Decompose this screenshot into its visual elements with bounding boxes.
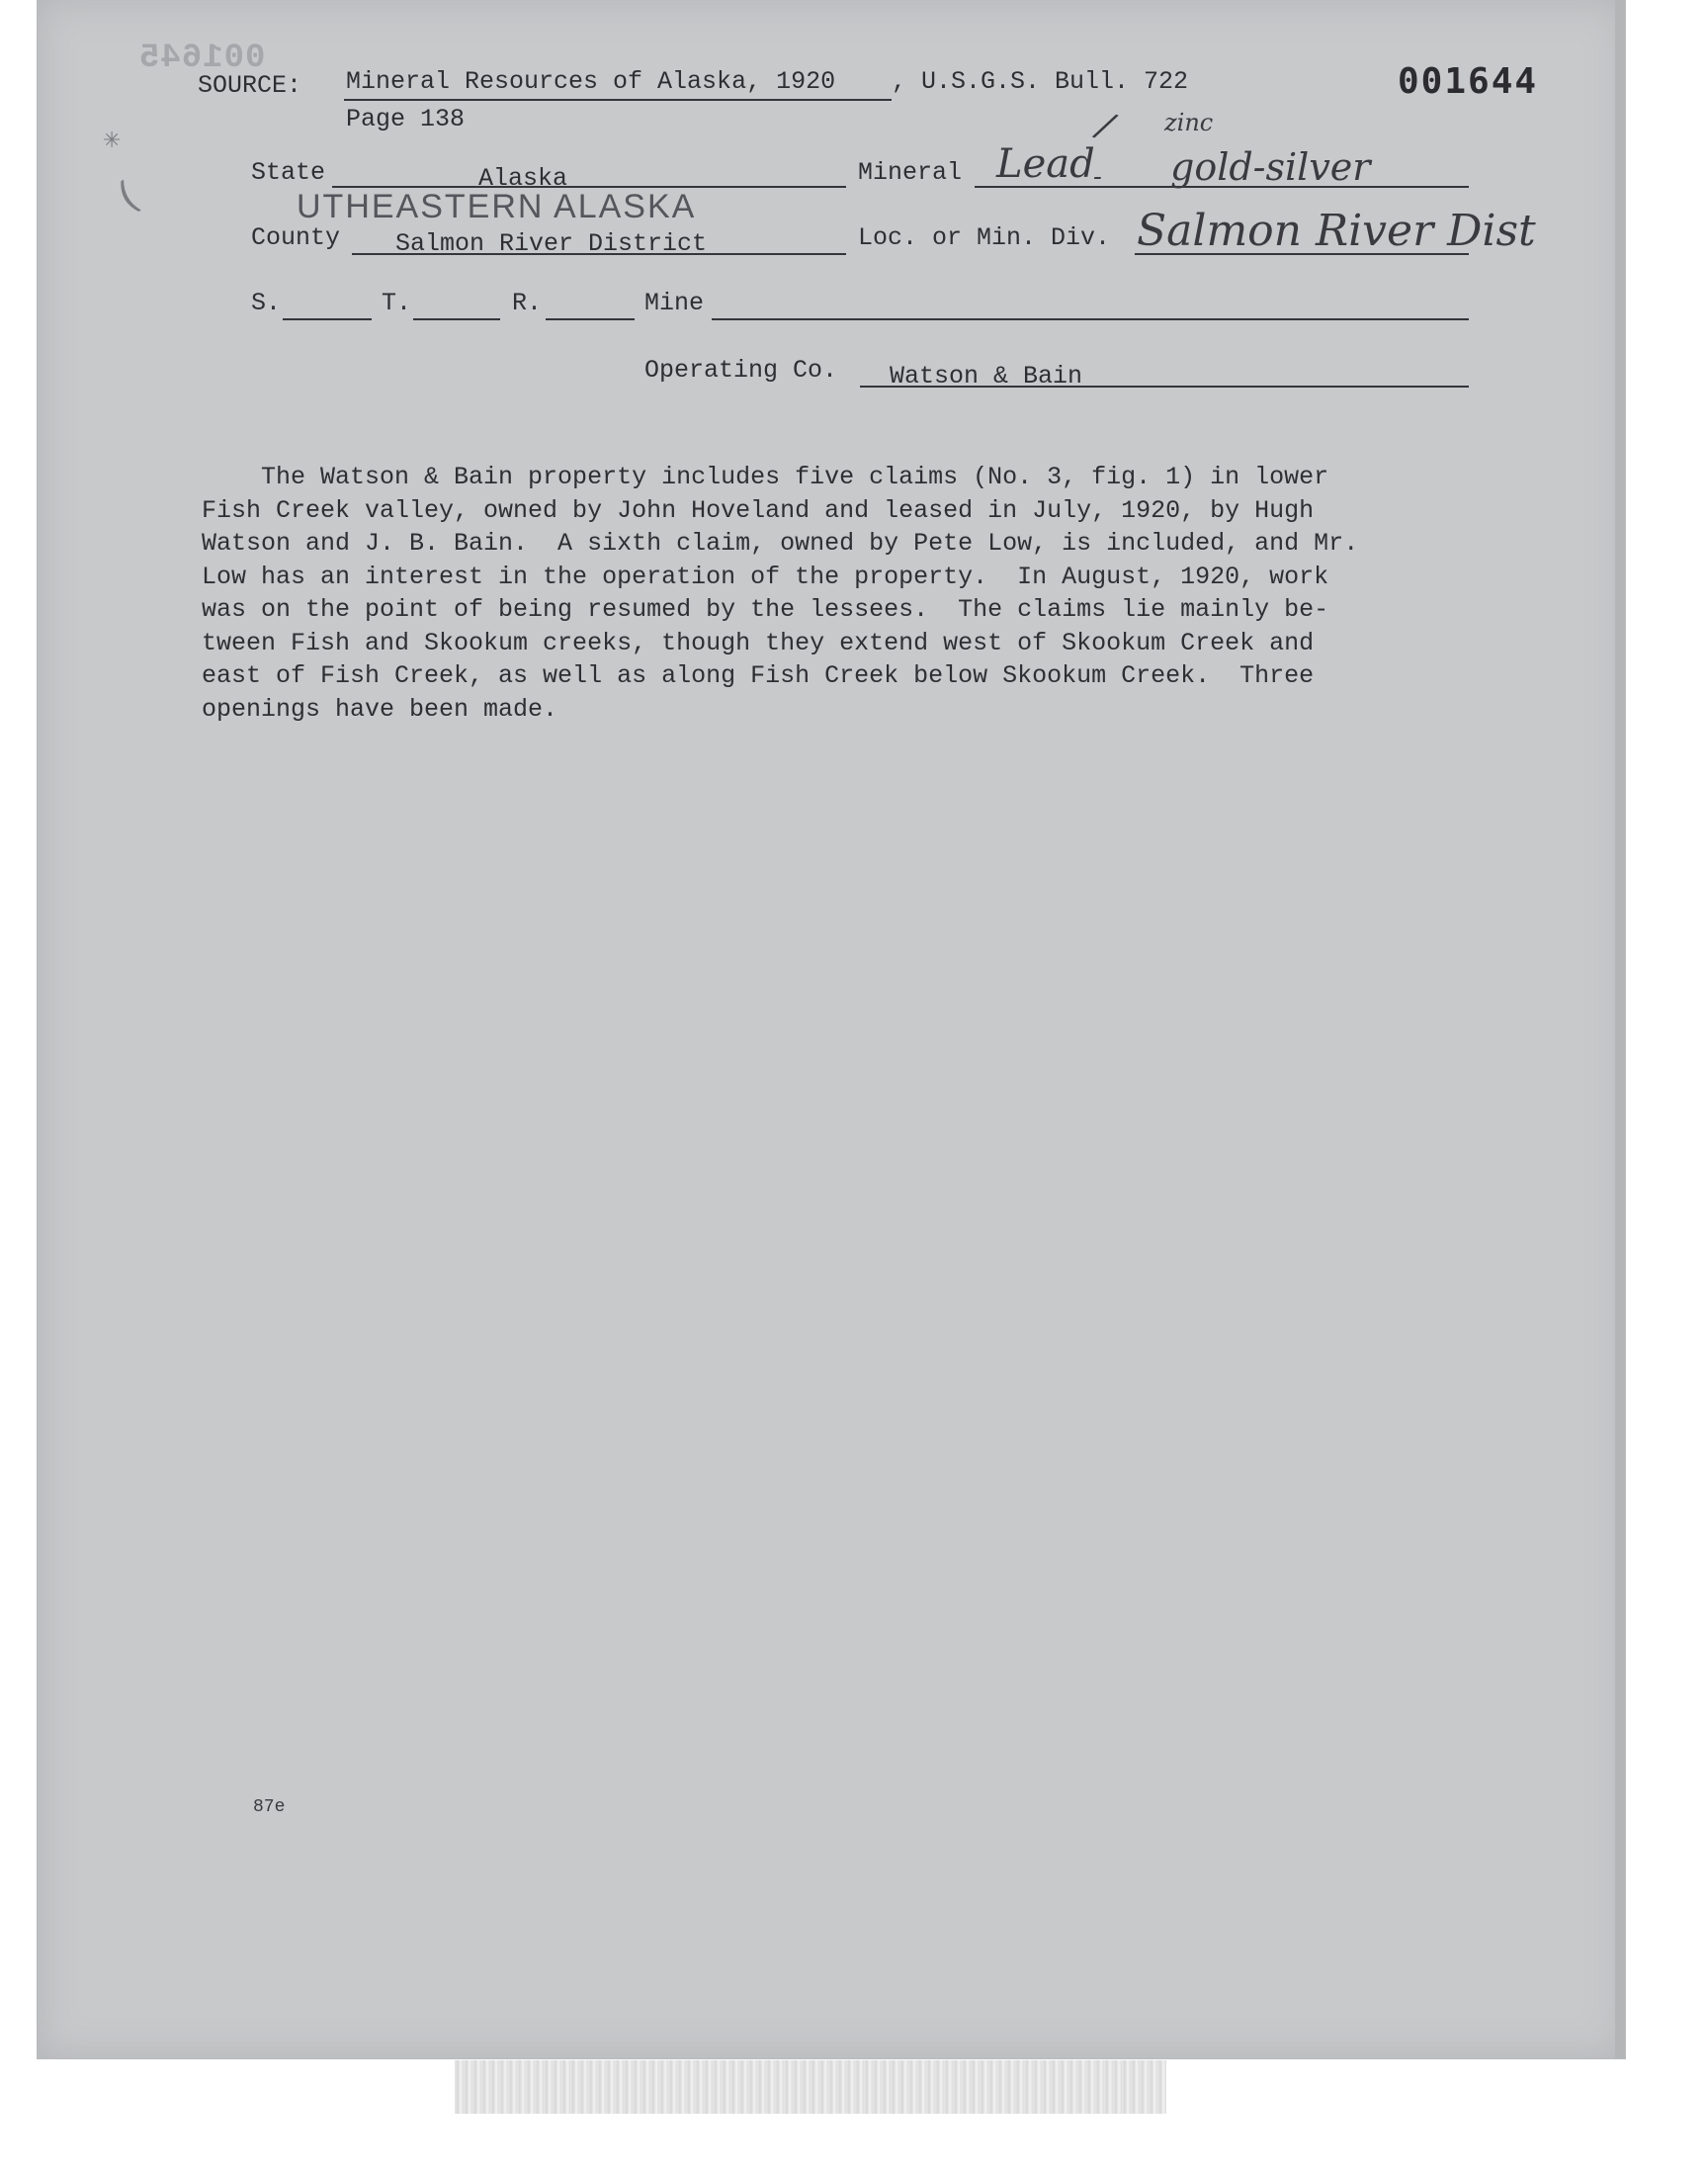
range-label: R. — [512, 289, 543, 317]
smudge-mark: ✳ — [103, 129, 122, 153]
mineral-insert: zinc — [1164, 109, 1214, 136]
paragraph-line: openings have been made. — [202, 694, 558, 724]
description-paragraph — [202, 461, 1487, 726]
source-title-underline — [344, 99, 892, 101]
paragraph-line: was on the point of being resumed by the lessees. The claims lie mainly be- — [202, 595, 1329, 624]
document-number: 001644 — [1398, 61, 1539, 102]
form-code: 87e — [253, 1797, 286, 1817]
paragraph-line: Low has an interest in the operation of the property. In August, 1920, work — [202, 562, 1329, 591]
mine-blank — [712, 318, 1469, 320]
paragraph-line: east of Fish Creek, as well as along Fish Creek below Skookum Creek. Three — [202, 661, 1315, 690]
operating-label: Operating Co. — [644, 356, 838, 385]
section-blank — [283, 318, 372, 320]
region-stamp: UTHEASTERN ALASKA — [297, 188, 697, 225]
operating-value: Watson & Bain — [890, 362, 1083, 391]
source-citation: , U.S.G.S. Bull. 722 — [892, 67, 1189, 96]
pencil-curve-mark: ( — [110, 173, 147, 220]
state-label: State — [251, 158, 326, 187]
bleed-through-number: 001645 — [138, 40, 266, 77]
insert-caret-mark: / — [1092, 105, 1118, 147]
section-label: S. — [251, 289, 282, 317]
paragraph-line: tween Fish and Skookum creeks, though they extend west of Skookum Creek and — [202, 628, 1315, 657]
sheet-edge — [1615, 0, 1625, 2058]
source-title: Mineral Resources of Alaska, 1920 — [346, 67, 836, 96]
county-label: County — [251, 223, 341, 252]
paragraph-line: The Watson & Bain property includes five claims (No. 3, fig. 1) in lower — [202, 463, 1329, 491]
range-blank — [546, 318, 635, 320]
scan-strip — [455, 2060, 1166, 2114]
township-label: T. — [382, 289, 412, 317]
township-blank — [413, 318, 500, 320]
locdiv-label: Loc. or Min. Div. — [858, 223, 1111, 252]
county-value: Salmon River District — [395, 229, 708, 258]
source-page: Page 138 — [346, 105, 466, 133]
mineral-extra: gold-silver — [1170, 145, 1371, 189]
state-value: Alaska — [478, 164, 568, 193]
mineral-value: Lead — [996, 141, 1095, 187]
mine-label: Mine — [644, 289, 705, 317]
source-label: SOURCE: — [198, 71, 302, 100]
locdiv-value: Salmon River Dist — [1137, 206, 1536, 256]
mineral-separator-mark: - — [1093, 162, 1102, 192]
paragraph-line: Watson and J. B. Bain. A sixth claim, owned by Pete Low, is included, and Mr. — [202, 529, 1359, 558]
paragraph-line: Fish Creek valley, owned by John Hoveland and leased in July, 1920, by Hugh — [202, 495, 1315, 525]
mineral-label: Mineral — [858, 158, 963, 187]
